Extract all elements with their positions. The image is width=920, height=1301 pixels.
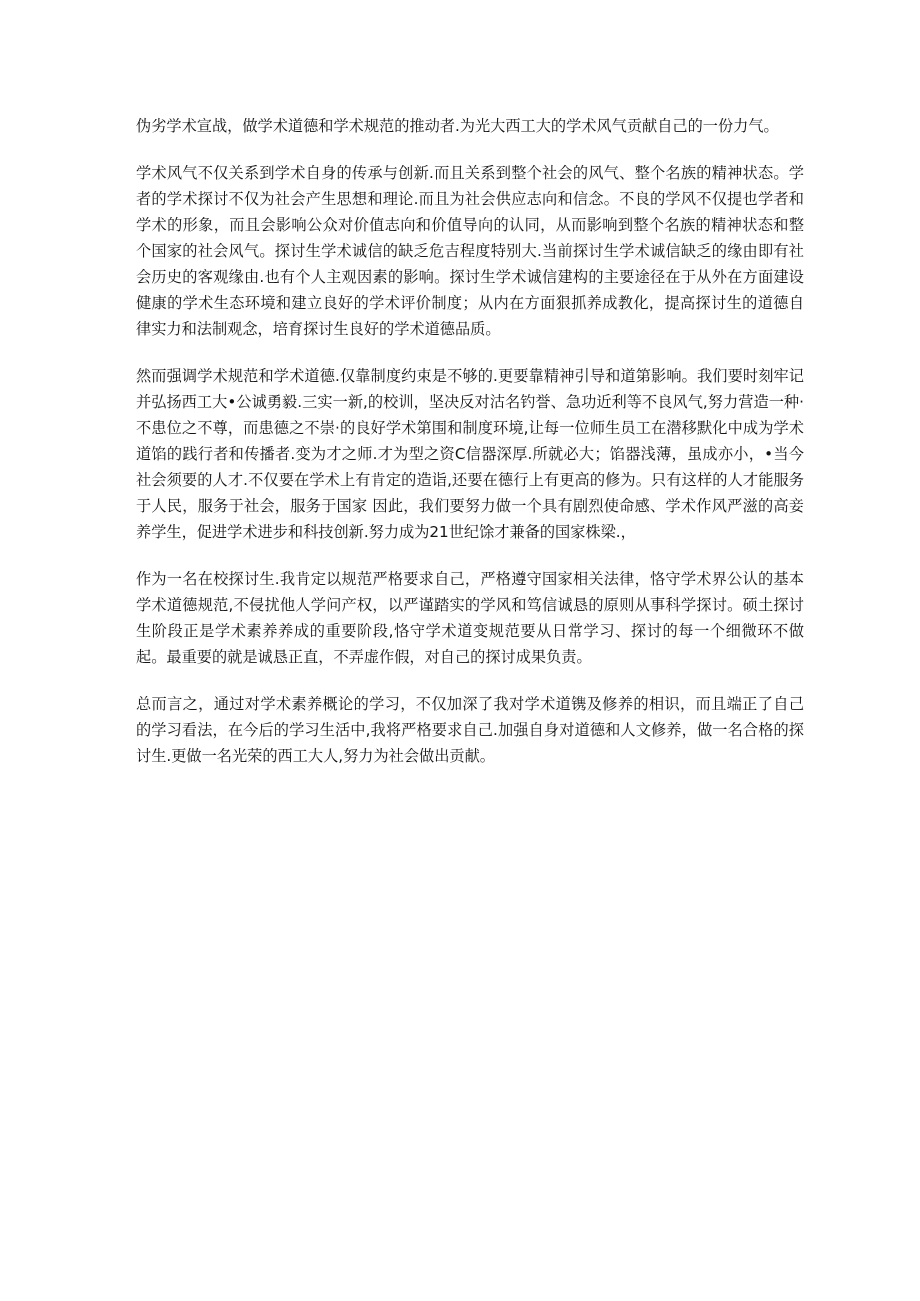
paragraph-4: 作为一名在校探讨生.我肯定以规范严格要求自己，严格遵守国家相关法律，恪守学术界公认的基本学术道德规范,不侵扰他人学问产权，以严谨踏实的学风和笃信诚恳的原则从事科学探讨。硕土探讨生阶段正是学术素养养成的重要阶段,恪守学术道变规范要从日常学习、探讨的每一个细微环不做起。最重要的就是诚恳正直，不弄虚作假，对自己的探讨成果负责。 <box>136 570 804 666</box>
paragraph-2: 学术风气不仅关系到学术自身的传承与创新.而且关系到整个社会的风气、整个名族的精神状态。学者的学术探讨不仅为社会产生思想和理论.而且为社会供应志向和信念。不良的学风不仅提也学者和学术的形象，而且会影响公众对价值志向和价值导向的认同，从而影响到整个名族的精神状态和整个国家的社会风气。探讨生学术诚信的缺乏危吉程度特别大.当前探讨生学术诚信缺乏的缘由即有社会历史的客观缘由.也有个人主观因素的影响。探讨生学术诚信建构的主要途径在于从外在方面建设健康的学术生态环境和建立良好的学术评价制度；从内在方面狠抓养成教化，提高探讨生的道德自律实力和法制观念，培育探讨生良好的学术道德品质。 <box>136 164 804 338</box>
paragraph-5: 总而言之，通过对学术素养概论的学习，不仅加深了我对学术道镌及修养的相识，而且端正了自己的学习看法，在今后的学习生活中,我将严格要求自己.加强自身对道德和人文修养，做一名合格的探讨生.更做一名光荣的西工大人,努力为社会做出贡献。 <box>136 695 804 765</box>
paragraph-1: 伪劣学术宣战，做学术道德和学术规范的推动者.为光大西工大的学术风气贡献自己的一份力气。 <box>136 117 779 135</box>
document-body <box>136 113 804 790</box>
paragraph-3: 然而强调学术规范和学术道德.仅靠制度约束是不够的.更要靠精神引导和道第影响。我们要时刻牢记并弘扬西工大•公诚勇毅.三实一新,的校训，坚决反对沽名钓誉、急功近利等不良风气,努力营造一种·不患位之不尊，而患德之不崇·的良好学术第围和制度环境,让每一位师生员工在潜移默化中成为学术道馅的践行者和传播者.变为才之师.才为型之资C信器深厚.所就必大；馅器浅薄，虽成亦小，•当今社会须要的人才.不仅要在学术上有肯定的造诣,还要在德行上有更高的修为。只有这样的人才能服务于人民，服务于社会，服务于国家 因此，我们要努力做一个具有剧烈使命感、学术作风严滋的高妾养学生，促进学术进步和科技创新.努力成为21世纪馀才兼备的国家株梁.， <box>136 367 804 541</box>
